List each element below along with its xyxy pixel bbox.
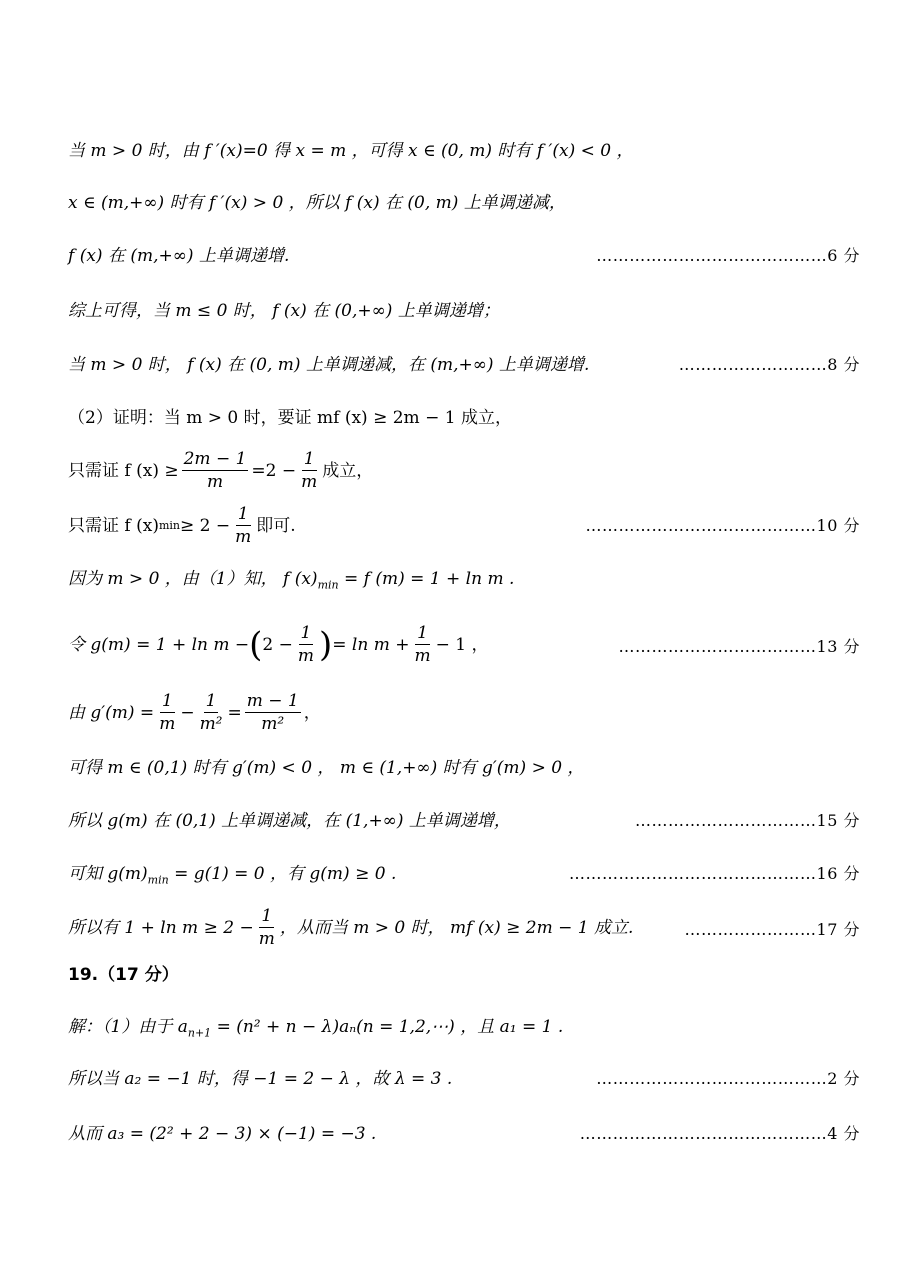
score-marker: ……………………………15 分	[635, 811, 860, 830]
fraction	[257, 905, 277, 950]
line-text-mid: ≥ 2 −	[180, 515, 231, 536]
fraction-denominator: m	[206, 472, 224, 492]
line-text: 所以当 a₂ = −1 时，得 −1 = 2 − λ ，故 λ = 3 .	[68, 1069, 453, 1089]
fraction	[413, 622, 433, 667]
text-line-8	[68, 503, 860, 549]
line-text: 所以 g(m) 在 (0,1) 上单调递减，在 (1,+∞) 上单调递增，	[68, 811, 511, 831]
line-text-after: = g(1) = 0 ，有 g(m) ≥ 0 .	[174, 864, 397, 884]
line-text: 可得 m ∈ (0,1) 时有 g′(m) < 0 ， m ∈ (1,+∞) 时有 g′(m) > 0 ，	[68, 758, 585, 778]
subscript: min	[147, 873, 169, 887]
line-text-after: − 1 ，	[435, 634, 489, 655]
line-text-inner: 2 −	[262, 634, 293, 655]
fraction-denominator: m	[301, 472, 318, 492]
line-text: 从而 a₃ = (2² + 2 − 3) × (−1) = −3 .	[68, 1124, 377, 1144]
text-line-11	[68, 690, 860, 740]
fraction-numerator: 1	[417, 623, 428, 643]
fraction-denominator: m	[258, 929, 275, 949]
line-text-before: 只需证 f (x) ≥	[68, 460, 179, 481]
line-text: 当 m > 0 时， f (x) 在 (0, m) 上单调递减，在 (m,+∞) 上单调递增.	[68, 355, 590, 375]
score-marker: ………………………………13 分	[618, 637, 860, 656]
line-text-before: 只需证 f (x)	[68, 515, 159, 536]
subscript: n+1	[187, 1026, 212, 1040]
fraction	[296, 622, 316, 667]
line-text: （2）证明：当 m > 0 时，要证 mf (x) ≥ 2m − 1 成立，	[68, 408, 512, 428]
line-text-before: 可知 g(m)	[68, 864, 148, 884]
line-text: 当 m > 0 时，由 f ′(x)=0 得 x = m ，可得 x ∈ (0, m) 时有 f ′(x) < 0 ，	[68, 141, 634, 161]
line-text-after: ，从而当 m > 0 时， mf (x) ≥ 2m − 1 成立.	[279, 917, 634, 938]
paren-close: )	[319, 624, 333, 665]
line-text-before: 因为 m > 0 ，由（1）知， f (x)	[68, 569, 318, 589]
fraction-numerator: 1	[161, 691, 173, 711]
line-text-mid: = ln m +	[332, 634, 410, 655]
fraction	[182, 448, 249, 493]
line-text-mid: =2 −	[251, 460, 297, 481]
fraction-denominator: m²	[261, 714, 285, 734]
score-marker: ………………………8 分	[678, 355, 860, 374]
fraction-denominator: m²	[199, 714, 223, 734]
text-line-10	[68, 622, 860, 672]
line-text-before: 令 g(m) = 1 + ln m −	[68, 634, 250, 655]
line-text-after: 即可.	[256, 515, 296, 536]
text-line-15	[68, 905, 860, 955]
fraction-denominator: m	[235, 527, 252, 547]
line-text: f (x) 在 (m,+∞) 上单调递增.	[68, 246, 290, 266]
line-text-after: = (n² + n − λ)aₙ(n = 1,2,⋯) ，且 a₁ = 1 .	[216, 1017, 564, 1037]
paren-open: (	[249, 624, 263, 665]
fraction-numerator: 1	[303, 449, 315, 469]
fraction-numerator: m − 1	[246, 691, 299, 711]
subscript: min	[317, 578, 339, 592]
score-marker: ……………………17 分	[684, 920, 860, 939]
score-marker: ………………………………………4 分	[579, 1124, 860, 1143]
fraction	[299, 448, 319, 493]
line-text-before: 所以有 1 + ln m ≥ 2 −	[68, 917, 254, 938]
fraction	[157, 690, 177, 735]
fraction-denominator: m	[297, 646, 315, 666]
line-text-mid: −	[180, 702, 195, 723]
section-heading: 19.（17 分）	[68, 965, 179, 985]
line-text-before: 由 g′(m) =	[68, 702, 155, 723]
line-text-after: ，	[303, 702, 321, 723]
fraction	[198, 690, 225, 735]
line-text-after: = f (m) = 1 + ln m .	[344, 569, 515, 589]
line-text-after: 成立，	[322, 460, 374, 481]
subscript: min	[158, 518, 180, 532]
fraction	[233, 503, 253, 548]
fraction-numerator: 1	[261, 906, 273, 926]
fraction	[245, 690, 301, 735]
fraction-denominator: m	[159, 714, 176, 734]
fraction-numerator: 1	[205, 691, 217, 711]
line-text: x ∈ (m,+∞) 时有 f ′(x) > 0 ，所以 f (x) 在 (0, m) 上单调递减，	[68, 193, 566, 213]
line-text-mid2: =	[227, 702, 242, 723]
line-text: 综上可得，当 m ≤ 0 时， f (x) 在 (0,+∞) 上单调递增；	[68, 301, 500, 321]
fraction-denominator: m	[414, 646, 431, 666]
fraction-numerator: 1	[300, 623, 312, 643]
score-marker: ……………………………………6 分	[596, 246, 860, 265]
score-marker: ……………………………………2 分	[596, 1069, 860, 1088]
score-marker: ………………………………………16 分	[569, 864, 860, 883]
fraction-numerator: 2m − 1	[183, 449, 247, 469]
line-text-before: 解：（1）由于 a	[68, 1017, 188, 1037]
score-marker: ……………………………………10 分	[585, 516, 860, 535]
text-line-7	[68, 448, 860, 494]
fraction-numerator: 1	[237, 504, 249, 524]
